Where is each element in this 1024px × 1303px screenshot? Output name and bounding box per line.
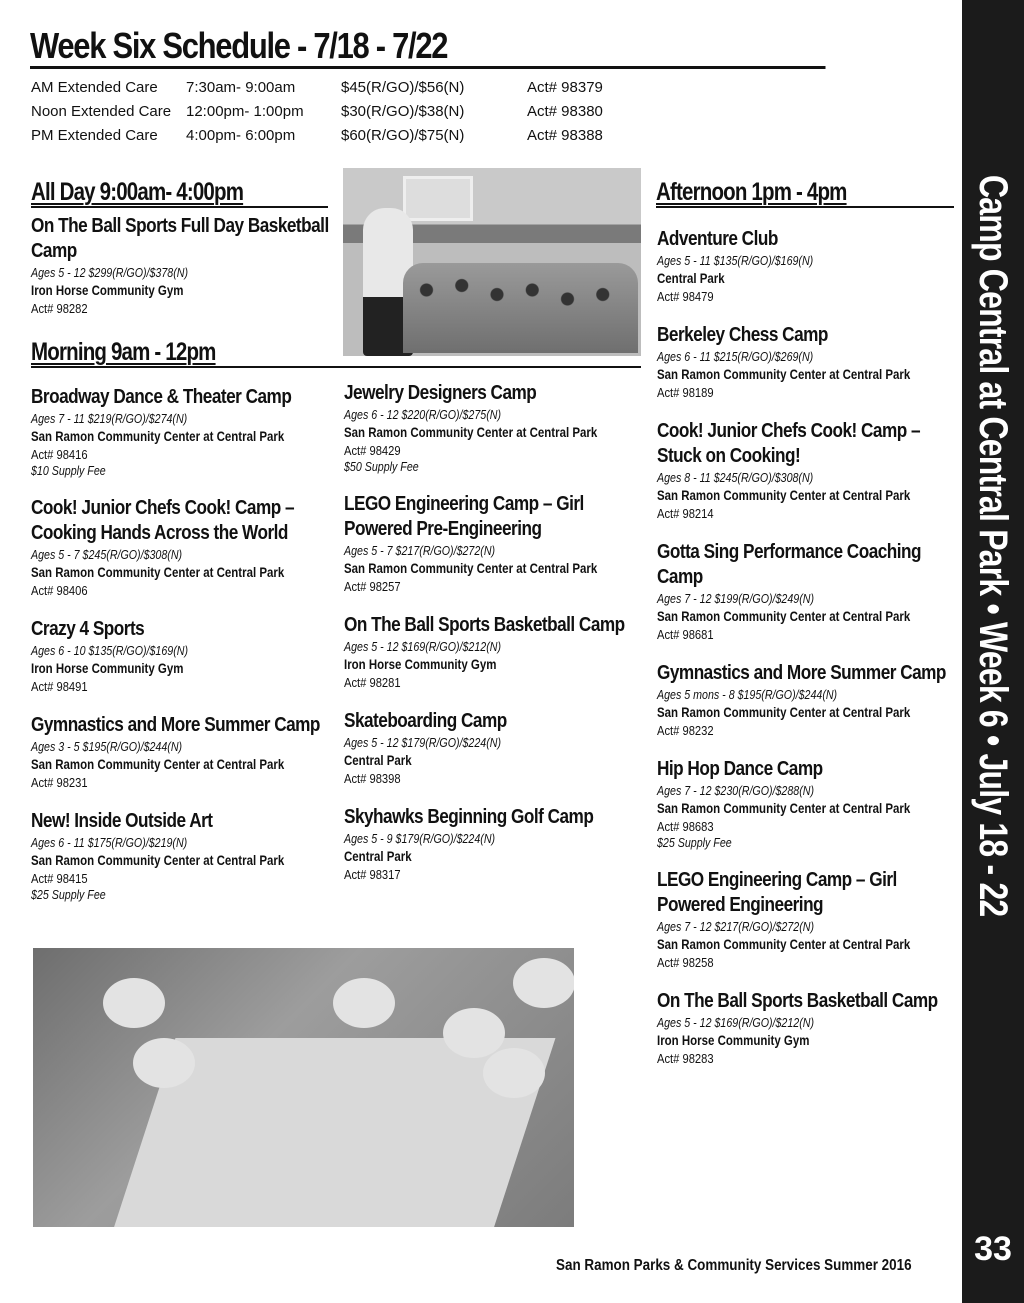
camp-ages-price: Ages 6 - 11 $175(R/GO)/$219(N) [31,835,188,850]
camp-location: Iron Horse Community Gym [344,656,497,672]
camp-title: LEGO Engineering Camp – Girl Powered Pre-Engineering [344,493,584,540]
camp-activity-number: Act# 98257 [344,579,401,594]
camp-location: San Ramon Community Center at Central Park [31,756,285,772]
camp-listing [344,381,644,474]
camp-title: Berkeley Chess Camp [657,324,828,346]
care-name: PM Extended Care [31,127,158,144]
care-act: Act# 98380 [527,103,603,120]
camp-title: LEGO Engineering Camp – Girl Powered Engineering [657,869,897,916]
camp-activity-number: Act# 98258 [657,955,714,970]
camp-ages-price: Ages 5 - 12 $299(R/GO)/$378(N) [31,265,189,280]
camp-listing [344,613,644,691]
morning-right-column [344,381,644,901]
care-name: Noon Extended Care [31,103,172,120]
camp-location: San Ramon Community Center at Central Park [31,852,285,868]
camp-ages-price: Ages 5 - 12 $179(R/GO)/$224(N) [344,735,502,750]
camp-activity-number: Act# 98398 [344,771,401,786]
camp-title: On The Ball Sports Basketball Camp [344,614,625,636]
camp-title: Skateboarding Camp [344,710,507,732]
camp-listing [31,496,331,599]
camp-listing [657,661,957,739]
extended-care-row [31,124,603,148]
camp-location: San Ramon Community Center at Central Park [31,564,285,580]
camp-location: San Ramon Community Center at Central Park [31,428,285,444]
camp-ages-price: Ages 7 - 11 $219(R/GO)/$274(N) [31,411,188,426]
camp-activity-number: Act# 98681 [657,627,714,642]
camp-listing [31,713,331,791]
camp-location: Central Park [344,752,412,768]
camp-listing [344,709,644,787]
camp-location: San Ramon Community Center at Central Park [657,366,911,382]
camp-listing [31,385,331,478]
camp-ages-price: Ages 6 - 10 $135(R/GO)/$169(N) [31,643,189,658]
camp-ages-price: Ages 5 mons - 8 $195(R/GO)/$244(N) [657,687,838,702]
camp-title: Jewelry Designers Camp [344,382,537,404]
camp-ages-price: Ages 5 - 7 $245(R/GO)/$308(N) [31,547,183,562]
camp-listing [657,757,957,850]
camp-activity-number: Act# 98189 [657,385,714,400]
camp-ages-price: Ages 5 - 11 $135(R/GO)/$169(N) [657,253,814,268]
cooking-camp-photo [33,948,574,1227]
camp-title: Broadway Dance & Theater Camp [31,386,292,408]
camp-title: Gotta Sing Performance Coaching Camp [657,541,922,588]
camp-activity-number: Act# 98491 [31,679,88,694]
camp-title: Adventure Club [657,228,778,250]
camp-supply-fee: $50 Supply Fee [344,459,419,474]
camp-ages-price: Ages 5 - 9 $179(R/GO)/$224(N) [344,831,496,846]
camp-listing [657,323,957,401]
camp-location: Iron Horse Community Gym [657,1032,810,1048]
camp-location: San Ramon Community Center at Central Park [344,424,598,440]
camp-location: Central Park [657,270,725,286]
camp-location: San Ramon Community Center at Central Park [657,936,911,952]
camp-activity-number: Act# 98282 [31,301,88,316]
afternoon-heading: Afternoon 1pm - 4pm [656,178,954,208]
camp-listing [31,809,331,902]
page-number: 33 [974,1230,1012,1268]
morning-left-column [31,385,331,920]
extended-care-row [31,100,603,124]
camp-listing [344,492,644,595]
camp-listing [657,868,957,971]
morning-heading: Morning 9am - 12pm [31,338,641,368]
camp-ages-price: Ages 3 - 5 $195(R/GO)/$244(N) [31,739,183,754]
camp-activity-number: Act# 98283 [657,1051,714,1066]
care-time: 7:30am- 9:00am [186,79,296,96]
camp-title: Hip Hop Dance Camp [657,758,823,780]
camp-location: San Ramon Community Center at Central Park [657,487,911,503]
camp-location: San Ramon Community Center at Central Park [657,704,911,720]
camp-supply-fee: $25 Supply Fee [657,835,732,850]
page-title: Week Six Schedule - 7/18 - 7/22 [30,26,826,69]
camp-title: New! Inside Outside Art [31,810,213,832]
camp-activity-number: Act# 98479 [657,289,714,304]
camp-title: Gymnastics and More Summer Camp [31,714,320,736]
camp-title: Cook! Junior Chefs Cook! Camp – Stuck on Cooking! [657,420,921,467]
care-act: Act# 98379 [527,79,603,96]
extended-care-table [31,76,603,148]
camp-listing [657,227,957,305]
care-time: 4:00pm- 6:00pm [186,127,296,144]
camp-ages-price: Ages 7 - 12 $199(R/GO)/$249(N) [657,591,815,606]
all-day-heading: All Day 9:00am- 4:00pm [31,178,328,208]
camp-location: Central Park [344,848,412,864]
camp-ages-price: Ages 5 - 12 $169(R/GO)/$212(N) [344,639,502,654]
camp-ages-price: Ages 7 - 12 $230(R/GO)/$288(N) [657,783,815,798]
sidebar-title: Camp Central at Central Park • Week 6 • July 18 - 22 [971,175,1015,917]
camp-listing [657,540,957,643]
camp-title: On The Ball Sports Full Day Basketball Camp [31,215,329,262]
camp-ages-price: Ages 7 - 12 $217(R/GO)/$272(N) [657,919,815,934]
camp-activity-number: Act# 98416 [31,447,88,462]
care-time: 12:00pm- 1:00pm [186,103,304,120]
camp-ages-price: Ages 5 - 7 $217(R/GO)/$272(N) [344,543,496,558]
camp-title: Skyhawks Beginning Golf Camp [344,806,594,828]
camp-ages-price: Ages 8 - 11 $245(R/GO)/$308(N) [657,470,814,485]
extended-care-row [31,76,603,100]
care-price: $45(R/GO)/$56(N) [341,79,465,96]
basketball-camp-photo [343,168,641,356]
camp-activity-number: Act# 98232 [657,723,714,738]
camp-title: Cook! Junior Chefs Cook! Camp – Cooking Hands Across the World [31,497,295,544]
care-act: Act# 98388 [527,127,603,144]
camp-location: San Ramon Community Center at Central Park [657,800,911,816]
care-price: $60(R/GO)/$75(N) [341,127,465,144]
care-price: $30(R/GO)/$38(N) [341,103,465,120]
camp-activity-number: Act# 98231 [31,775,88,790]
camp-location: San Ramon Community Center at Central Park [344,560,598,576]
camp-activity-number: Act# 98406 [31,583,88,598]
camp-ages-price: Ages 6 - 12 $220(R/GO)/$275(N) [344,407,502,422]
camp-listing [31,617,331,695]
care-name: AM Extended Care [31,79,158,96]
camp-supply-fee: $10 Supply Fee [31,463,106,478]
camp-activity-number: Act# 98281 [344,675,401,690]
camp-location: San Ramon Community Center at Central Park [657,608,911,624]
afternoon-column [657,227,957,1085]
camp-location: Iron Horse Community Gym [31,282,184,298]
camp-activity-number: Act# 98214 [657,506,714,521]
camp-listing [657,989,957,1067]
camp-ages-price: Ages 6 - 11 $215(R/GO)/$269(N) [657,349,814,364]
camp-title: Gymnastics and More Summer Camp [657,662,946,684]
camp-listing [657,419,957,522]
footer-text: San Ramon Parks & Community Services Summer 2016 [556,1257,912,1274]
camp-location: Iron Horse Community Gym [31,660,184,676]
camp-activity-number: Act# 98429 [344,443,401,458]
camp-activity-number: Act# 98415 [31,871,88,886]
camp-supply-fee: $25 Supply Fee [31,887,106,902]
camp-title: On The Ball Sports Basketball Camp [657,990,938,1012]
camp-listing [344,805,644,883]
camp-listing [31,214,331,317]
camp-title: Crazy 4 Sports [31,618,145,640]
camp-activity-number: Act# 98317 [344,867,401,882]
camp-activity-number: Act# 98683 [657,819,714,834]
all-day-column [31,214,331,335]
camp-ages-price: Ages 5 - 12 $169(R/GO)/$212(N) [657,1015,815,1030]
